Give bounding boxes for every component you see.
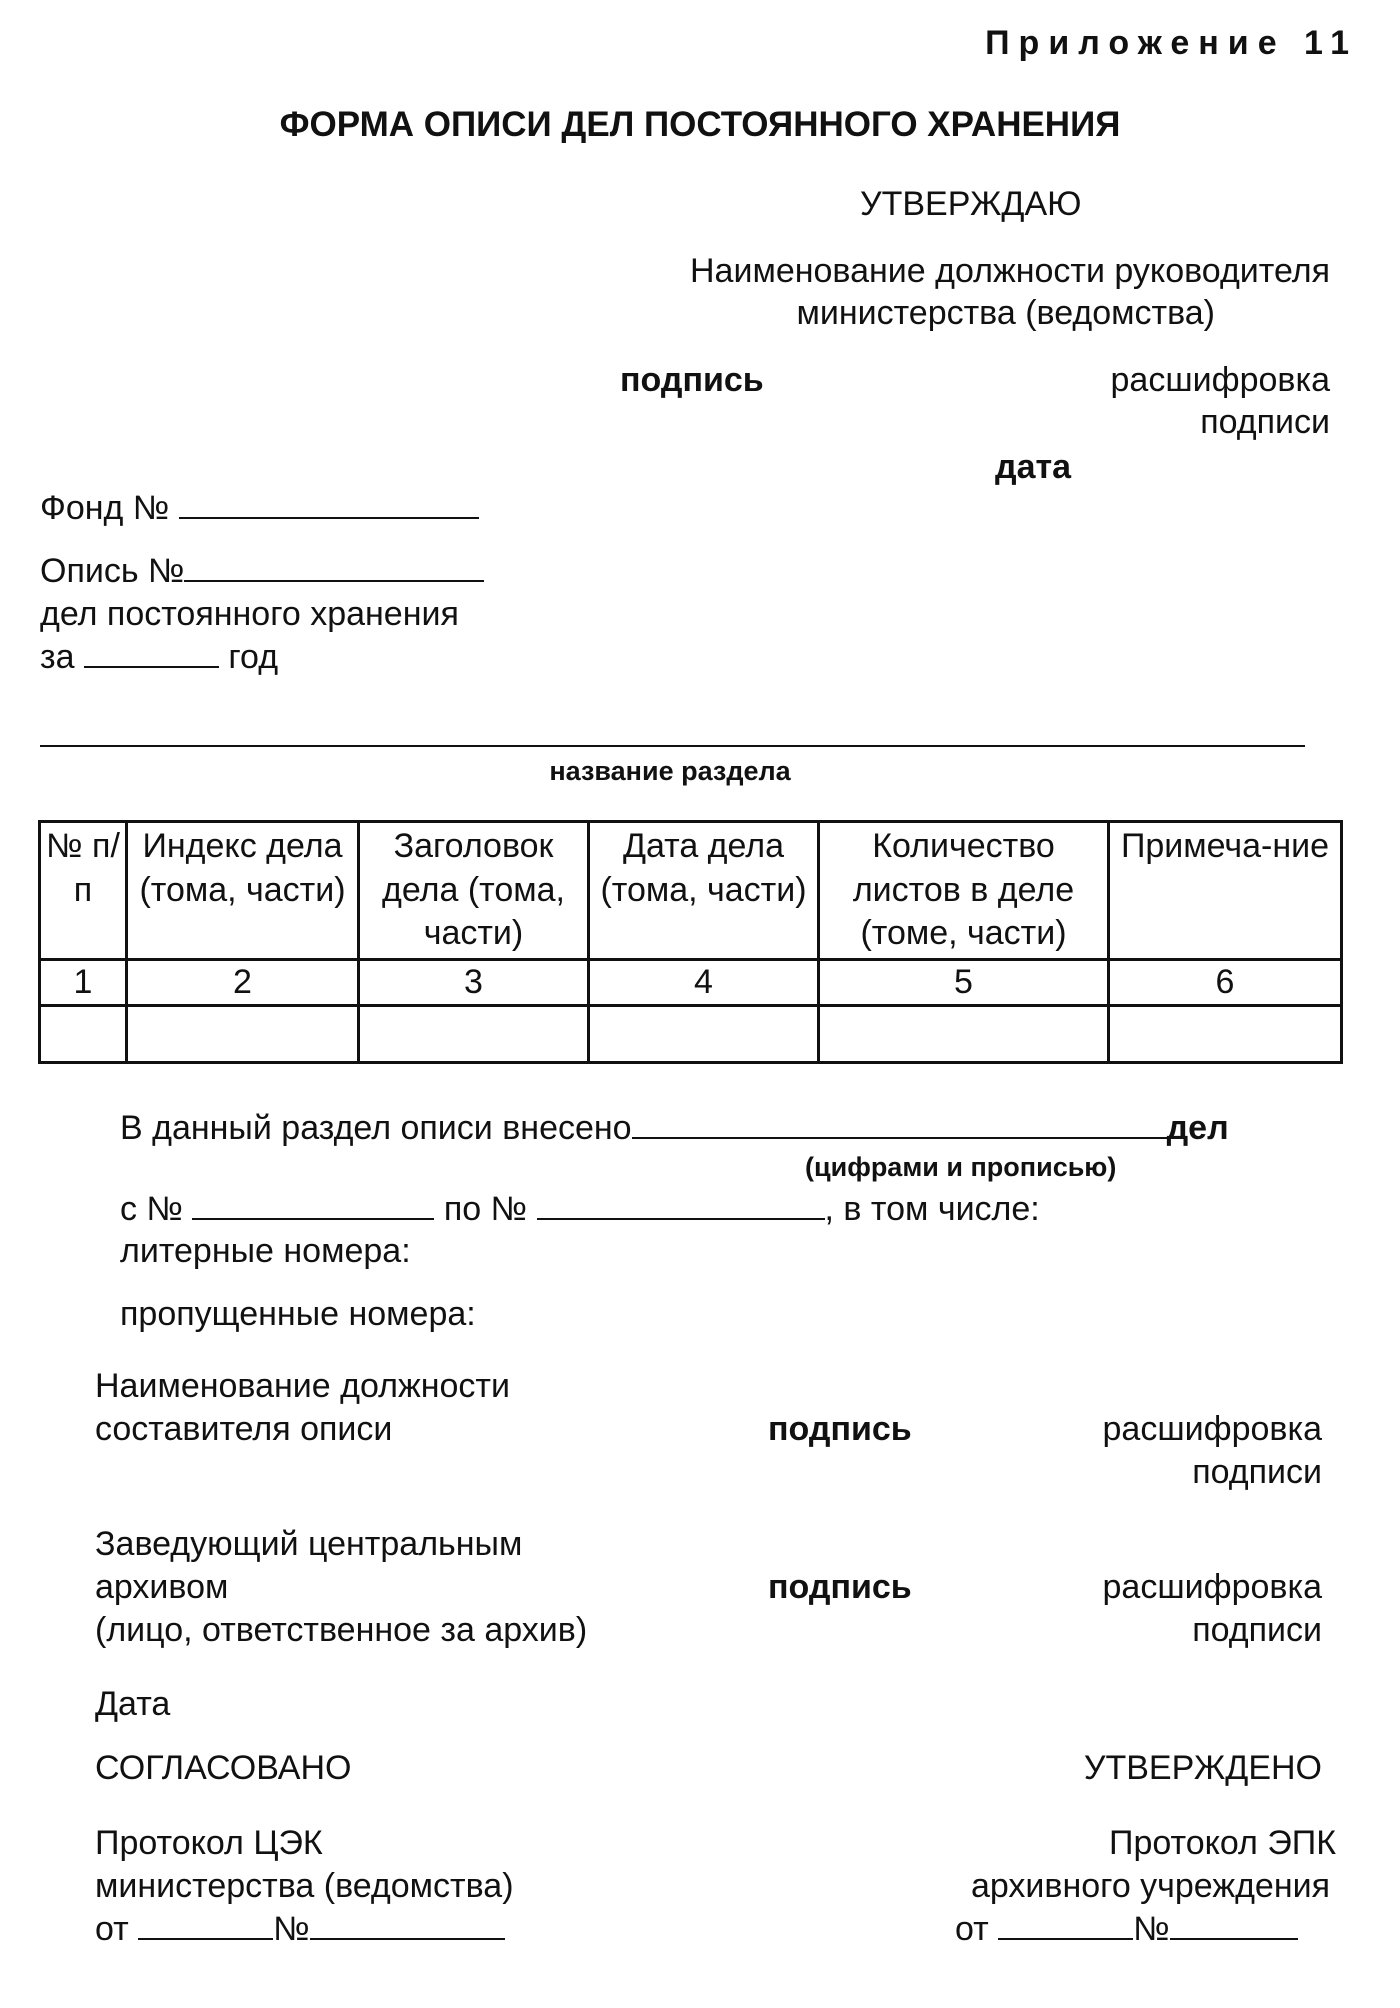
approve-heading: УТВЕРЖДАЮ	[860, 185, 1082, 223]
to-label: по №	[443, 1190, 528, 1228]
agreed-line1: Протокол ЦЭК	[95, 1824, 323, 1862]
agreed-line2: министерства (ведомства)	[95, 1867, 514, 1905]
approve-decode-line2: подписи	[1200, 403, 1330, 441]
fund-number-field[interactable]	[179, 487, 479, 519]
agreed-from-label: от	[95, 1910, 129, 1948]
col-header-sheets: Количество листов в деле (томе, части)	[819, 822, 1109, 960]
approve-decode-line1: расшифровка	[1110, 361, 1330, 399]
col-header-number: № п/п	[40, 822, 127, 960]
agreed-heading: СОГЛАСОВАНО	[95, 1749, 352, 1787]
table-cell[interactable]	[127, 1006, 359, 1063]
to-number-field[interactable]	[537, 1188, 825, 1220]
approved-num-label: №	[1133, 1910, 1170, 1948]
approved-from-label: от	[955, 1910, 989, 1948]
column-number-row	[40, 959, 1342, 1006]
inventory-desc: дел постоянного хранения	[40, 595, 459, 633]
inventory-table	[38, 820, 1343, 1064]
compiler-decode-line2: подписи	[1192, 1453, 1322, 1491]
approve-position-line1: Наименование должности руководителя	[689, 252, 1330, 290]
approve-date-label: дата	[995, 448, 1072, 486]
missed-numbers-label: пропущенные номера:	[120, 1295, 476, 1333]
from-label: с №	[120, 1190, 183, 1228]
archive-head-line1: Заведующий центральным	[95, 1525, 523, 1563]
from-number-field[interactable]	[192, 1188, 434, 1220]
approved-line2: архивного учреждения	[970, 1867, 1330, 1905]
approved-number-field[interactable]	[1170, 1908, 1298, 1940]
approve-position-line2: министерства (ведомства)	[796, 294, 1215, 332]
date-label: Дата	[95, 1685, 171, 1723]
year-field[interactable]	[84, 636, 219, 668]
entered-prefix: В данный раздел описи внесено	[120, 1109, 632, 1147]
archive-head-line2: архивом	[95, 1568, 229, 1606]
table-cell[interactable]	[1109, 1006, 1342, 1063]
agreed-protocol-line	[95, 1908, 505, 1951]
approved-protocol-line	[955, 1908, 1298, 1951]
fund-line	[40, 487, 479, 530]
inventory-number-field[interactable]	[184, 550, 484, 582]
compiler-line2: составителя описи	[95, 1410, 393, 1448]
table-cell[interactable]	[40, 1006, 127, 1063]
table-cell[interactable]	[359, 1006, 589, 1063]
compiler-signature-label: подпись	[768, 1410, 912, 1448]
section-name-line[interactable]	[40, 745, 1305, 747]
entered-line	[120, 1107, 1229, 1150]
approved-date-field[interactable]	[998, 1908, 1133, 1940]
approved-heading: УТВЕРЖДЕНО	[1083, 1749, 1322, 1787]
year-line	[40, 636, 278, 679]
letter-numbers-label: литерные номера:	[120, 1232, 411, 1270]
section-name-caption: название раздела	[549, 756, 791, 786]
range-line	[120, 1188, 1040, 1231]
col-header-index: Индекс дела (тома, части)	[127, 822, 359, 960]
appendix-label: Приложение 11	[985, 24, 1358, 62]
archive-decode-line2: подписи	[1192, 1611, 1322, 1649]
compiler-line1: Наименование должности	[95, 1367, 510, 1405]
col-number-2: 2	[127, 959, 359, 1006]
approve-signature-label: подпись	[620, 361, 764, 399]
table-header-row	[40, 822, 1342, 960]
inventory-line	[40, 550, 484, 593]
form-title: ФОРМА ОПИСИ ДЕЛ ПОСТОЯННОГО ХРАНЕНИЯ	[279, 105, 1121, 144]
approved-line1: Протокол ЭПК	[1109, 1824, 1336, 1862]
col-header-title: Заголовок дела (тома, части)	[359, 822, 589, 960]
col-number-5: 5	[819, 959, 1109, 1006]
agreed-date-field[interactable]	[138, 1908, 273, 1940]
agreed-number-field[interactable]	[310, 1908, 505, 1940]
year-prefix: за	[40, 638, 75, 676]
col-number-4: 4	[589, 959, 819, 1006]
table-row	[40, 1006, 1342, 1063]
col-number-6: 6	[1109, 959, 1342, 1006]
archive-decode-line1: расшифровка	[1102, 1568, 1322, 1606]
including-label: , в том числе:	[824, 1190, 1040, 1228]
col-header-note: Примеча-ние	[1109, 822, 1342, 960]
col-number-3: 3	[359, 959, 589, 1006]
year-suffix: год	[228, 638, 279, 676]
col-header-date: Дата дела (тома, части)	[589, 822, 819, 960]
agreed-num-label: №	[273, 1910, 310, 1948]
fund-label: Фонд №	[40, 489, 170, 527]
archive-head-line3: (лицо, ответственное за архив)	[95, 1611, 588, 1649]
entered-hint: (цифрами и прописью)	[805, 1152, 1117, 1182]
compiler-decode-line1: расшифровка	[1102, 1410, 1322, 1448]
table-cell[interactable]	[589, 1006, 819, 1063]
entered-suffix: дел	[1166, 1109, 1229, 1147]
archive-signature-label: подпись	[768, 1568, 912, 1606]
col-number-1: 1	[40, 959, 127, 1006]
entered-count-field[interactable]	[632, 1107, 1167, 1139]
table-cell[interactable]	[819, 1006, 1109, 1063]
inventory-label: Опись №	[40, 552, 185, 590]
